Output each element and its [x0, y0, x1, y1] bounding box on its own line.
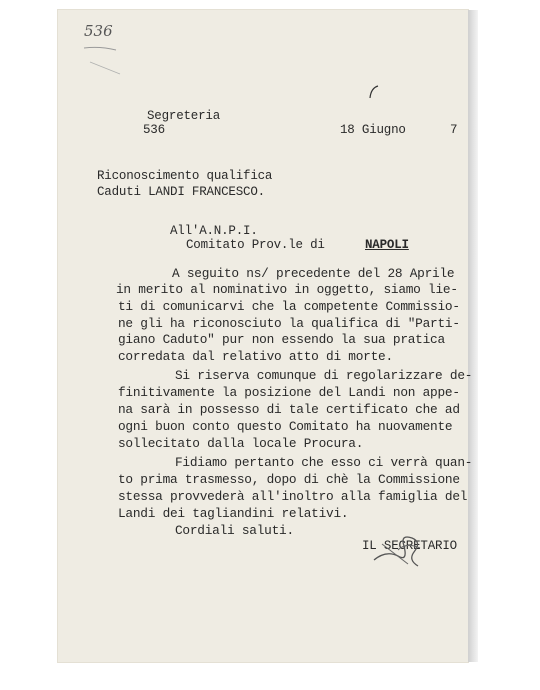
body-line: giano Caduto" pur non essendo la sua pratica [118, 332, 445, 347]
body-line: ti di comunicarvi che la competente Commissio- [118, 299, 460, 314]
recipient-line-1: All'A.N.P.I. [170, 224, 258, 238]
body-line: finitivamente la posizione del Landi non appe- [118, 385, 460, 400]
body-line: na sarà in possesso di tale certificato che ad [118, 402, 460, 417]
letter-date: 18 Giugno [340, 123, 406, 137]
body-line: stessa provvederà all'inoltro alla famiglia del [118, 489, 468, 504]
body-line: corredata dal relativo atto di morte. [118, 349, 393, 364]
letter-year: 7 [450, 123, 458, 137]
closing-title: IL SECRETARIO [362, 539, 457, 553]
recipient-line-2: Comitato Prov.le di [186, 238, 325, 252]
subject-line-1: Riconoscimento qualifica [97, 169, 273, 183]
body-line: A seguito ns/ precedente del 28 Aprile [172, 266, 455, 281]
handwritten-archive-number: 536 [84, 22, 113, 40]
body-line: to prima trasmesso, dopo di chè la Commissione [118, 472, 460, 487]
body-line: Cordiali saluti. [175, 523, 294, 538]
body-line: sollecitato dalla locale Procura. [118, 436, 364, 451]
body-line: ogni buon conto questo Comitato ha nuovamente [118, 419, 453, 434]
body-line: ne gli ha riconosciuto la qualifica di "Parti- [118, 316, 460, 331]
recipient-city: NAPOLI [365, 238, 409, 252]
handwritten-signature [368, 520, 438, 570]
body-line: Landi dei tagliandini relativi. [118, 506, 349, 521]
handwritten-underline-mark [80, 42, 140, 82]
subject-line-2: Caduti LANDI FRANCESCO. [97, 185, 265, 199]
body-line: Si riserva comunque di regolarizzare de- [175, 368, 473, 383]
body-line: Fidiamo pertanto che esso ci verrà quan- [175, 455, 473, 470]
pen-tick-mark [367, 84, 381, 100]
page-edge-shadow [468, 10, 478, 662]
protocol-number: 536 [143, 123, 165, 137]
body-line: in merito al nominativo in oggetto, siamo lie- [116, 282, 458, 297]
office-label: Segreteria [147, 109, 221, 123]
